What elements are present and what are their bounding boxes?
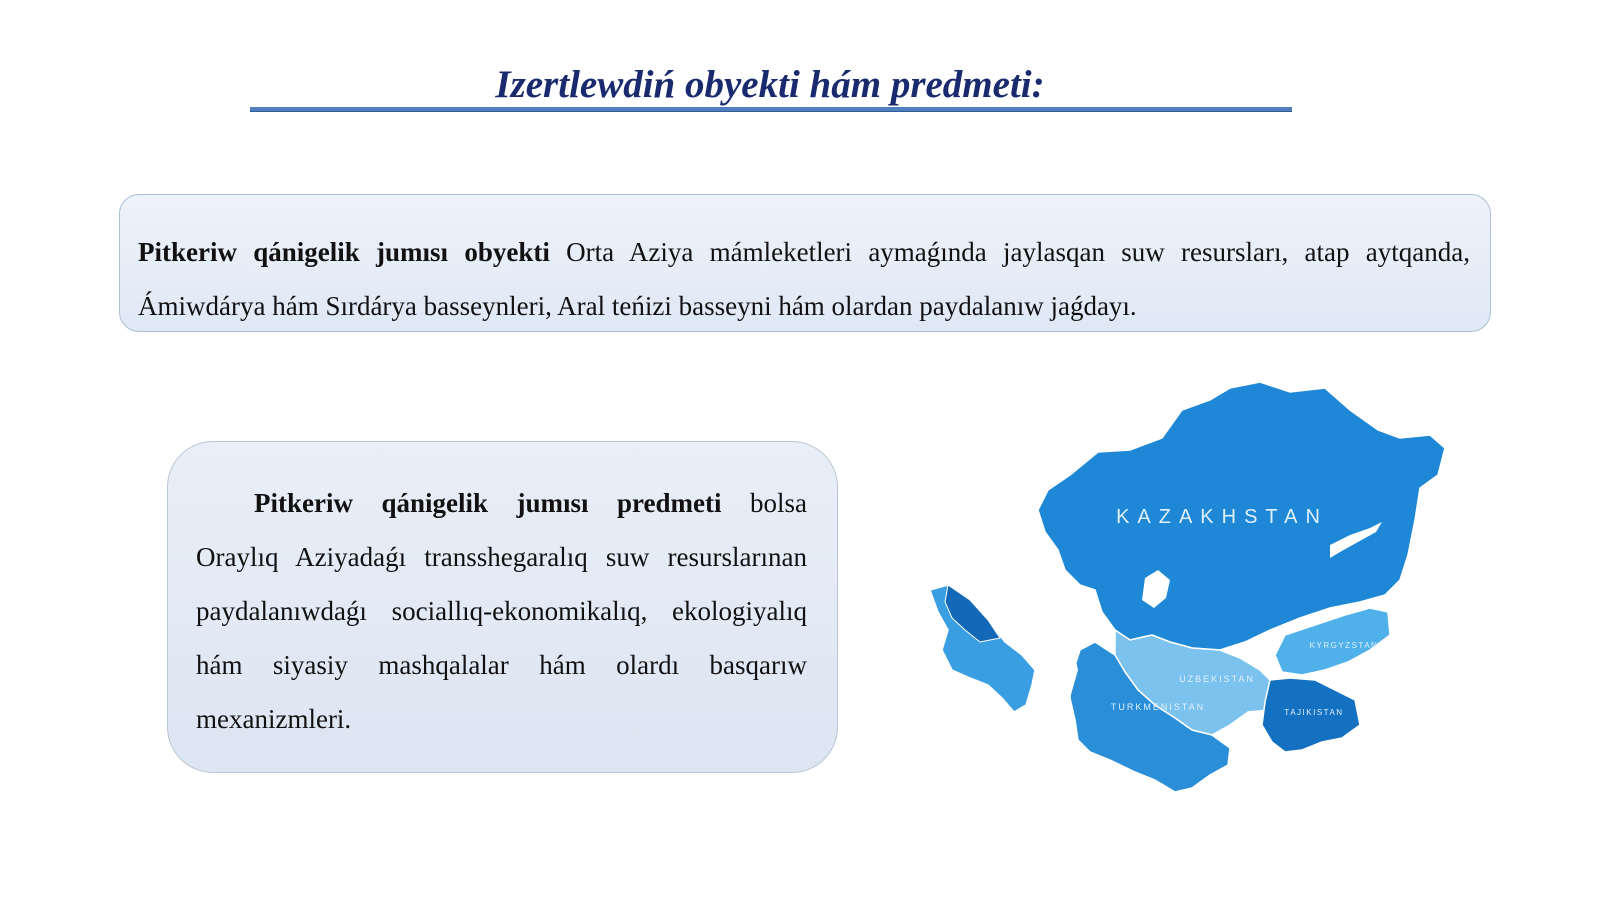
object-box-text: Orta Aziya mámleketleri aymaǵında jaylasqan suw resursları, atap aytqanda, Ámiwdárya hám Sırdárya basseynleri, Aral teńizi basseyni hám olardan paydalanıw jaǵdayı. [138, 237, 1470, 321]
slide-title: Izertlewdiń obyekti hám predmeti: [495, 63, 1045, 106]
map-label-tajikistan: TAJIKISTAN [1284, 708, 1344, 717]
subject-box [167, 441, 838, 773]
subject-box-lead: Pitkeriw qánigelik jumısı predmeti [254, 488, 722, 518]
title-underline [250, 107, 1292, 112]
subject-box-text: bolsa Oraylıq Aziyadaǵı transshegaralıq suw resurslarınan paydalanıwdaǵı sociallıq-ekonomikalıq, ekologiyalıq hám siyasiy mashqalalar hám olardı basqarıw mexanizmleri. [196, 488, 807, 734]
object-box-lead: Pitkeriw qánigelik jumısı obyekti [138, 237, 550, 267]
map-svg [930, 380, 1480, 815]
map-label-kyrgyzstan: KYRGYZSTAN [1309, 641, 1379, 650]
map-label-uzbekistan: UZBEKISTAN [1179, 674, 1255, 684]
map-label-kazakhstan: KAZAKHSTAN [1116, 506, 1328, 528]
central-asia-map [930, 380, 1480, 815]
object-box [119, 194, 1491, 332]
map-label-turkmenistan: TURKMENISTAN [1110, 702, 1206, 712]
